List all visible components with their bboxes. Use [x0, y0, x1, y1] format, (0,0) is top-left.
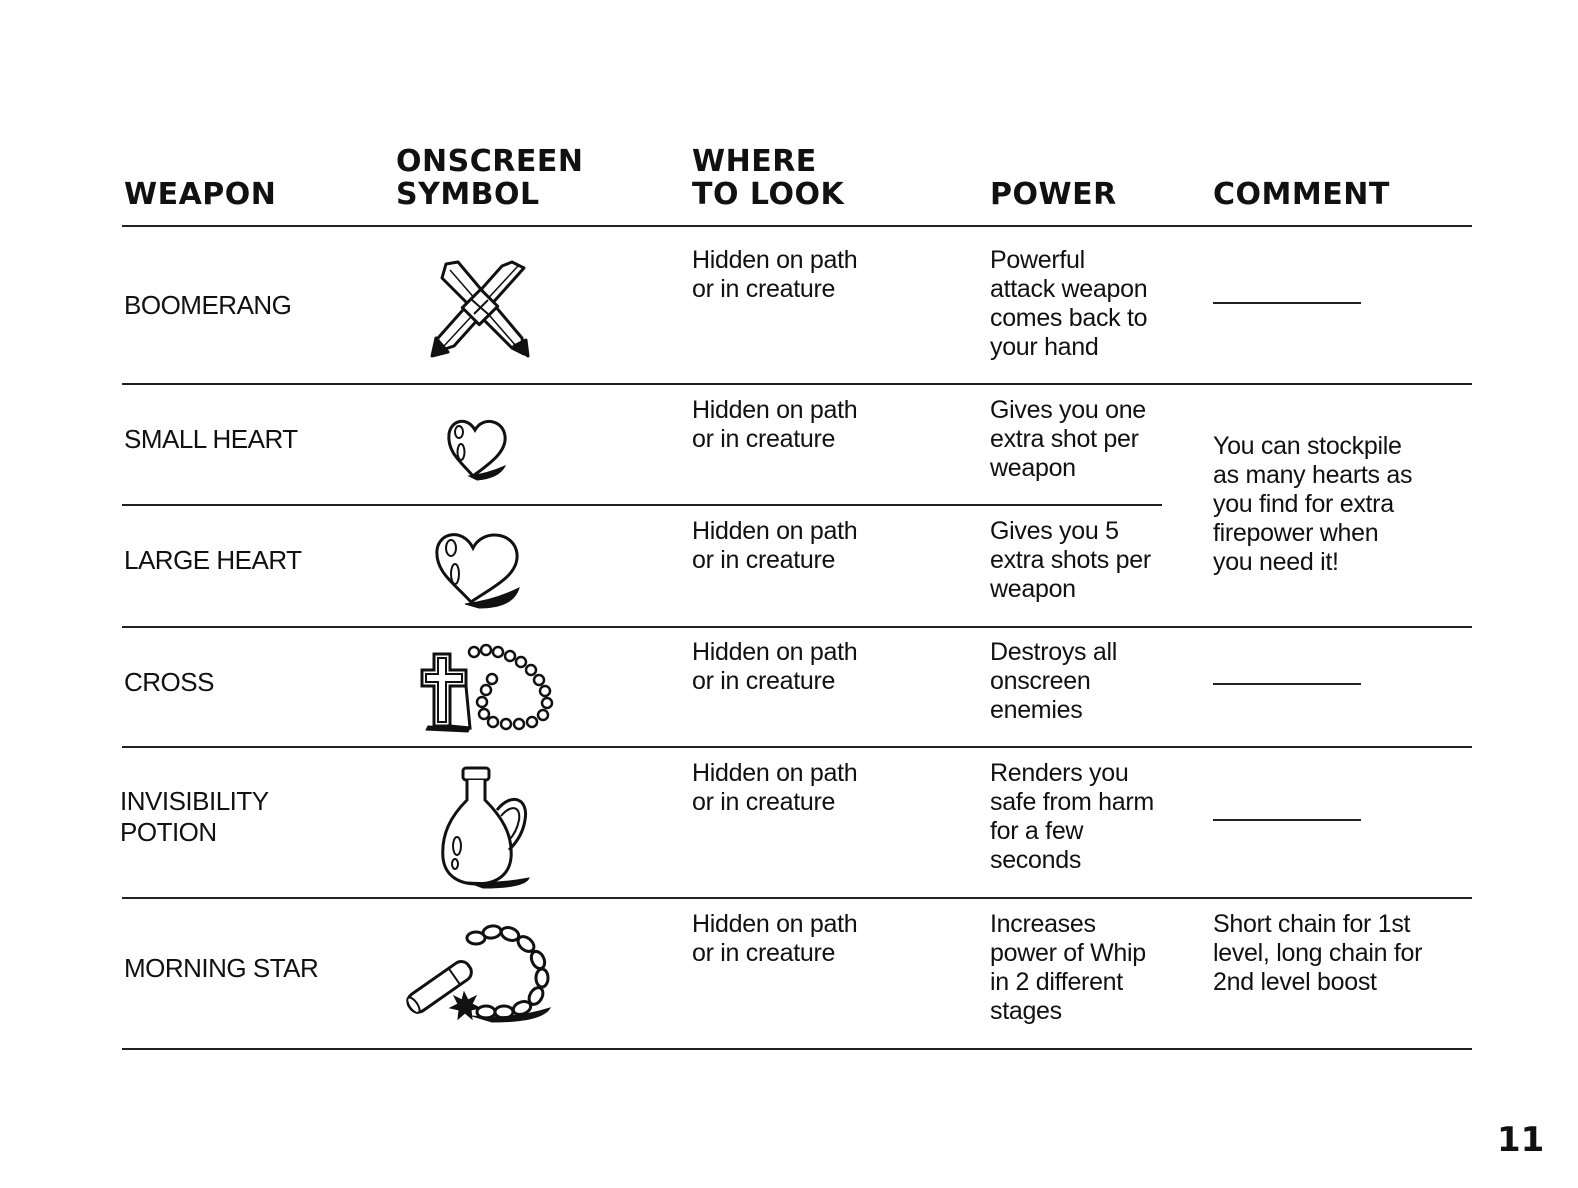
weapon-name: CROSS [124, 667, 214, 697]
header-weapon: WEAPON [124, 177, 277, 212]
comment-none-dash [1213, 819, 1361, 821]
row-divider [122, 897, 1472, 899]
comment-text: Short chain for 1st level, long chain for 2nd level boost [1213, 910, 1423, 996]
row-divider [122, 626, 1472, 628]
power-text: Gives you one extra shot per weapon [990, 396, 1146, 482]
page-number: 11 [1497, 1120, 1545, 1160]
power-text: Renders you safe from harm for a few seconds [990, 759, 1154, 874]
header-where-to-look: WHERE TO LOOK [692, 144, 845, 212]
row-divider [122, 746, 1472, 748]
where-to-look: Hidden on path or in creature [692, 246, 858, 303]
small-heart-icon [443, 412, 513, 482]
header-comment: COMMENT [1213, 177, 1390, 212]
comment-none-dash [1213, 302, 1361, 304]
header-power: POWER [990, 177, 1117, 212]
row-divider [122, 383, 1472, 385]
where-to-look: Hidden on path or in creature [692, 396, 858, 453]
header-divider [122, 225, 1472, 227]
morning-star-icon [402, 920, 554, 1022]
where-to-look: Hidden on path or in creature [692, 638, 858, 695]
where-to-look: Hidden on path or in creature [692, 910, 858, 967]
table-bottom-rule [122, 1048, 1472, 1050]
row-divider [122, 504, 1162, 506]
weapon-name: SMALL HEART [124, 424, 298, 454]
weapon-name: MORNING STAR [124, 953, 319, 983]
where-to-look: Hidden on path or in creature [692, 517, 858, 574]
weapon-name: INVISIBILITY POTION [120, 786, 269, 847]
hearts-comment: You can stockpile as many hearts as you find for extra firepower when you need it! [1213, 432, 1413, 576]
power-text: Powerful attack weapon comes back to your hand [990, 246, 1148, 361]
power-text: Gives you 5 extra shots per weapon [990, 517, 1151, 603]
header-onscreen-symbol: ONSCREEN SYMBOL [396, 144, 584, 212]
power-text: Increases power of Whip in 2 different stages [990, 910, 1146, 1025]
comment-none-dash [1213, 683, 1361, 685]
large-heart-icon [431, 524, 523, 610]
weapon-name: BOOMERANG [124, 290, 292, 320]
cross-rosary-icon [418, 640, 562, 732]
power-text: Destroys all onscreen enemies [990, 638, 1117, 724]
weapon-name: LARGE HEART [124, 545, 302, 575]
boomerang-icon [428, 258, 532, 358]
potion-jug-icon [437, 764, 533, 888]
where-to-look: Hidden on path or in creature [692, 759, 858, 816]
